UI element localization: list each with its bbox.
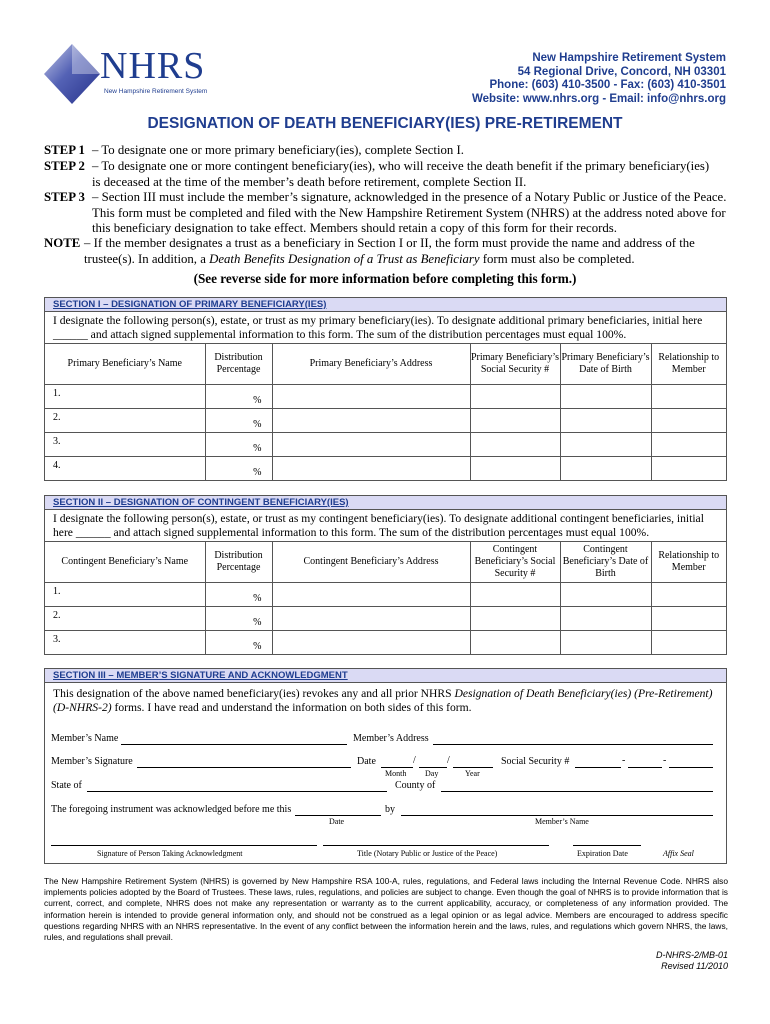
primary-relationship-field-4[interactable] [651, 457, 726, 481]
percent-sign: % [253, 593, 262, 604]
county-of-field[interactable] [441, 791, 713, 792]
contingent-percentage-field-1[interactable] [205, 583, 272, 607]
row-number: 2. [53, 412, 61, 423]
section-2-heading: SECTION II – DESIGNATION OF CONTINGENT BENEFICIARY(IES) [45, 496, 726, 510]
org-phone-fax: Phone: (603) 410-3500 - Fax: (603) 410-3501 [489, 79, 726, 91]
note-text [84, 236, 728, 267]
primary-relationship-field-2[interactable] [651, 409, 726, 433]
form-number: D-NHRS-2/MB-01 [655, 950, 728, 960]
section-3-intro [53, 687, 721, 715]
col-header-relationship: Relationship to Member [651, 542, 726, 583]
primary-name-field-1[interactable] [45, 385, 205, 409]
row-number: 3. [53, 634, 61, 645]
affix-seal-caption: Affix Seal [663, 849, 694, 858]
primary-relationship-field-1[interactable] [651, 385, 726, 409]
percent-sign: % [253, 467, 262, 478]
state-of-label: State of [51, 780, 82, 791]
col-header-name: Contingent Beneficiary’s Name [45, 542, 205, 583]
table-header-row [45, 542, 726, 583]
org-address: 54 Regional Drive, Concord, NH 03301 [517, 65, 726, 78]
members-name-label: Member’s Name [51, 733, 119, 744]
primary-name-field-2[interactable] [45, 409, 205, 433]
revision-date: Revised 11/2010 [661, 961, 728, 971]
section-3-heading: SECTION III – MEMBER’S SIGNATURE AND ACKNOWLEDGMENT [45, 669, 726, 683]
ssn-part-1-field[interactable] [575, 767, 621, 768]
step-1-text: – To designate one or more primary beneficiary(ies), complete Section I. [92, 143, 464, 157]
members-name-caption: Member’s Name [535, 817, 589, 826]
by-label: by [385, 804, 395, 815]
contingent-address-field-1[interactable] [272, 583, 470, 607]
note-text-before: – If the member designates a trust as a beneficiary in Section I or II, the form must provide the name and address of the trustee(s). In addition, a [84, 236, 695, 266]
section-2-intro: I designate the following person(s), estate, or trust as my contingent beneficiary(ies). To designate additional contingent beneficiaries, initial here ______ and attach signed supplemental information to this form. The sum of the distribution percentages must equal 100%. [53, 512, 704, 539]
contingent-dob-field-1[interactable] [560, 583, 651, 607]
table-row [45, 457, 726, 481]
primary-ssn-field-2[interactable] [470, 409, 560, 433]
note-label: NOTE [44, 236, 81, 250]
step-3-text: – Section III must include the member’s signature, acknowledged in the presence of a Notary Public or Justice of the Peace. This form must be completed and filed with the New Hampshire Retirement System (NHRS) at the address noted above for this beneficiary designation to take effect. Members should retain a copy of this form for their records. [92, 190, 727, 235]
table-row [45, 631, 726, 655]
date-month-field[interactable] [381, 767, 413, 768]
primary-dob-field-3[interactable] [560, 433, 651, 457]
primary-percentage-field-1[interactable] [205, 385, 272, 409]
contingent-dob-field-2[interactable] [560, 607, 651, 631]
primary-dob-field-1[interactable] [560, 385, 651, 409]
primary-address-field-2[interactable] [272, 409, 470, 433]
section-3-intro-after: forms. I have read and understand the information on both sides of this form. [111, 701, 472, 714]
row-number: 2. [53, 610, 61, 621]
primary-name-field-3[interactable] [45, 433, 205, 457]
contingent-address-field-3[interactable] [272, 631, 470, 655]
row-number: 1. [53, 586, 61, 597]
primary-beneficiary-table [45, 343, 726, 480]
members-address-field[interactable] [433, 744, 713, 745]
primary-address-field-3[interactable] [272, 433, 470, 457]
row-number: 3. [53, 436, 61, 447]
percent-sign: % [253, 641, 262, 652]
table-row [45, 409, 726, 433]
acknowledger-signature-field[interactable] [51, 845, 317, 846]
primary-relationship-field-3[interactable] [651, 433, 726, 457]
expiration-caption: Expiration Date [577, 849, 628, 858]
contingent-name-field-3[interactable] [45, 631, 205, 655]
sig-ack-caption: Signature of Person Taking Acknowledgment [97, 849, 243, 858]
col-header-dob: Primary Beneficiary’s Date of Birth [560, 344, 651, 385]
form-title: DESIGNATION OF DEATH BENEFICIARY(IES) PRE-RETIREMENT [147, 115, 623, 132]
org-web-email: Website: www.nhrs.org - Email: info@nhrs.org [471, 92, 726, 105]
col-header-address: Contingent Beneficiary’s Address [272, 542, 470, 583]
col-header-percentage: Distribution Percentage [205, 542, 272, 583]
contingent-ssn-field-3[interactable] [470, 631, 560, 655]
col-header-dob: Contingent Beneficiary’s Date of Birth [560, 542, 651, 583]
section-3-intro-before: This designation of the above named beneficiary(ies) revokes any and all prior NHRS [53, 687, 455, 700]
percent-sign: % [253, 395, 262, 406]
ssn-part-2-field[interactable] [628, 767, 662, 768]
year-caption: Year [465, 769, 480, 778]
table-row [45, 385, 726, 409]
section-2 [44, 495, 727, 655]
step-3-label: STEP 3 [44, 190, 85, 204]
members-address-label: Member’s Address [353, 733, 429, 744]
primary-ssn-field-1[interactable] [470, 385, 560, 409]
contingent-name-field-2[interactable] [45, 607, 205, 631]
date-slash: / [413, 755, 416, 766]
col-header-ssn: Contingent Beneficiary’s Social Security # [470, 542, 560, 583]
acknowledged-member-name-field[interactable] [401, 815, 713, 816]
ssn-dash: - [663, 755, 667, 766]
logo-subtitle: New Hampshire Retirement System [104, 88, 208, 95]
note-text-after: form must also be completed. [479, 251, 635, 266]
ssn-dash: - [622, 755, 626, 766]
contingent-percentage-field-2[interactable] [205, 607, 272, 631]
contingent-ssn-field-2[interactable] [470, 607, 560, 631]
primary-ssn-field-3[interactable] [470, 433, 560, 457]
date-slash: / [447, 755, 450, 766]
section-1 [44, 297, 727, 481]
county-of-label: County of [395, 780, 436, 791]
acknowledged-date-field[interactable] [295, 815, 381, 816]
primary-percentage-field-4[interactable] [205, 457, 272, 481]
contingent-relationship-field-3[interactable] [651, 631, 726, 655]
primary-dob-field-4[interactable] [560, 457, 651, 481]
members-signature-label: Member’s Signature [51, 756, 133, 767]
org-name: New Hampshire Retirement System [532, 52, 726, 64]
day-caption: Day [425, 769, 439, 778]
step-1-label: STEP 1 [44, 143, 85, 157]
ssn-part-3-field[interactable] [669, 767, 713, 768]
notary-title-field[interactable] [323, 845, 549, 846]
primary-percentage-field-3[interactable] [205, 433, 272, 457]
section-3-form-name: Designation of Death Beneficiary(ies) (Pre-Retirement) (D-NHRS-2) [53, 687, 713, 714]
form-code [656, 950, 728, 972]
section-1-heading: SECTION I – DESIGNATION OF PRIMARY BENEFICIARY(IES) [45, 298, 726, 312]
month-caption: Month [385, 769, 407, 778]
note-trust-form-name: Death Benefits Designation of a Trust as Beneficiary [209, 251, 480, 266]
primary-ssn-field-4[interactable] [470, 457, 560, 481]
state-of-field[interactable] [87, 791, 387, 792]
primary-percentage-field-2[interactable] [205, 409, 272, 433]
percent-sign: % [253, 617, 262, 628]
percent-sign: % [253, 419, 262, 430]
col-header-ssn: Primary Beneficiary’s Social Security # [470, 344, 560, 385]
row-number: 4. [53, 460, 61, 471]
date-caption: Date [329, 817, 345, 826]
percent-sign: % [253, 443, 262, 454]
step-2-text: – To designate one or more contingent beneficiary(ies), who will receive the death benefit if the primary beneficiary(ies) is deceased at the time of the member’s death before retirement, complete Section II. [92, 159, 710, 189]
col-header-name: Primary Beneficiary’s Name [45, 344, 205, 385]
contingent-address-field-2[interactable] [272, 607, 470, 631]
contingent-name-field-1[interactable] [45, 583, 205, 607]
contingent-ssn-field-1[interactable] [470, 583, 560, 607]
header-contact [472, 52, 726, 106]
social-security-label: Social Security # [501, 756, 570, 767]
row-number: 1. [53, 388, 61, 399]
date-day-field[interactable] [419, 767, 447, 768]
contingent-relationship-field-1[interactable] [651, 583, 726, 607]
expiration-date-field[interactable] [573, 845, 641, 846]
section-3 [44, 668, 727, 864]
col-header-address: Primary Beneficiary’s Address [272, 344, 470, 385]
nhrs-logo [40, 40, 230, 112]
members-name-field[interactable] [121, 744, 347, 745]
table-row [45, 583, 726, 607]
primary-address-field-4[interactable] [272, 457, 470, 481]
primary-name-field-4[interactable] [45, 457, 205, 481]
contingent-percentage-field-3[interactable] [205, 631, 272, 655]
contingent-dob-field-3[interactable] [560, 631, 651, 655]
col-header-percentage: Distribution Percentage [205, 344, 272, 385]
legal-disclaimer: The New Hampshire Retirement System (NHRS) is governed by New Hampshire RSA 100-A, rules, regulations, and Federal laws including the Internal Revenue Code. NHRS also implements policies adopted by the Board of Trustees. These laws, rules, regulations, and policies are subject to change. Even though the goal of NHRS is to provide information that is current, correct, and complete, NHRS does not make any representation or warranty as to the current applicability, accuracy, or completeness of any information provided. The information herein is intended to provide general information only, and should not be construed as a legal opinion or as legal advice. Members are encouraged to address specific questions regarding NHRS with an NHRS representative. In the event of any conflict between the information herein and the laws, rules, and regulations which govern NHRS, the laws, rules, and regulations shall prevail. [44, 876, 728, 943]
notary-title-caption: Title (Notary Public or Justice of the Peace) [357, 849, 498, 858]
acknowledged-label: The foregoing instrument was acknowledged before me this [51, 804, 292, 815]
see-reverse-notice: (See reverse side for more information before completing this form.) [193, 271, 577, 286]
contingent-relationship-field-2[interactable] [651, 607, 726, 631]
contingent-beneficiary-table [45, 541, 726, 654]
section-1-intro: I designate the following person(s), estate, or trust as my primary beneficiary(ies). To designate additional primary beneficiaries, initial here ______ and attach signed supplemental information to this form. The sum of the distribution percentages must equal 100%. [53, 314, 703, 341]
table-header-row [45, 344, 726, 385]
date-year-field[interactable] [453, 767, 493, 768]
date-label: Date [357, 756, 376, 767]
members-signature-field[interactable] [137, 767, 351, 768]
table-row [45, 433, 726, 457]
primary-dob-field-2[interactable] [560, 409, 651, 433]
logo-wordmark: NHRS [100, 45, 206, 87]
primary-address-field-1[interactable] [272, 385, 470, 409]
col-header-relationship: Relationship to Member [651, 344, 726, 385]
step-2-label: STEP 2 [44, 159, 85, 173]
table-row [45, 607, 726, 631]
